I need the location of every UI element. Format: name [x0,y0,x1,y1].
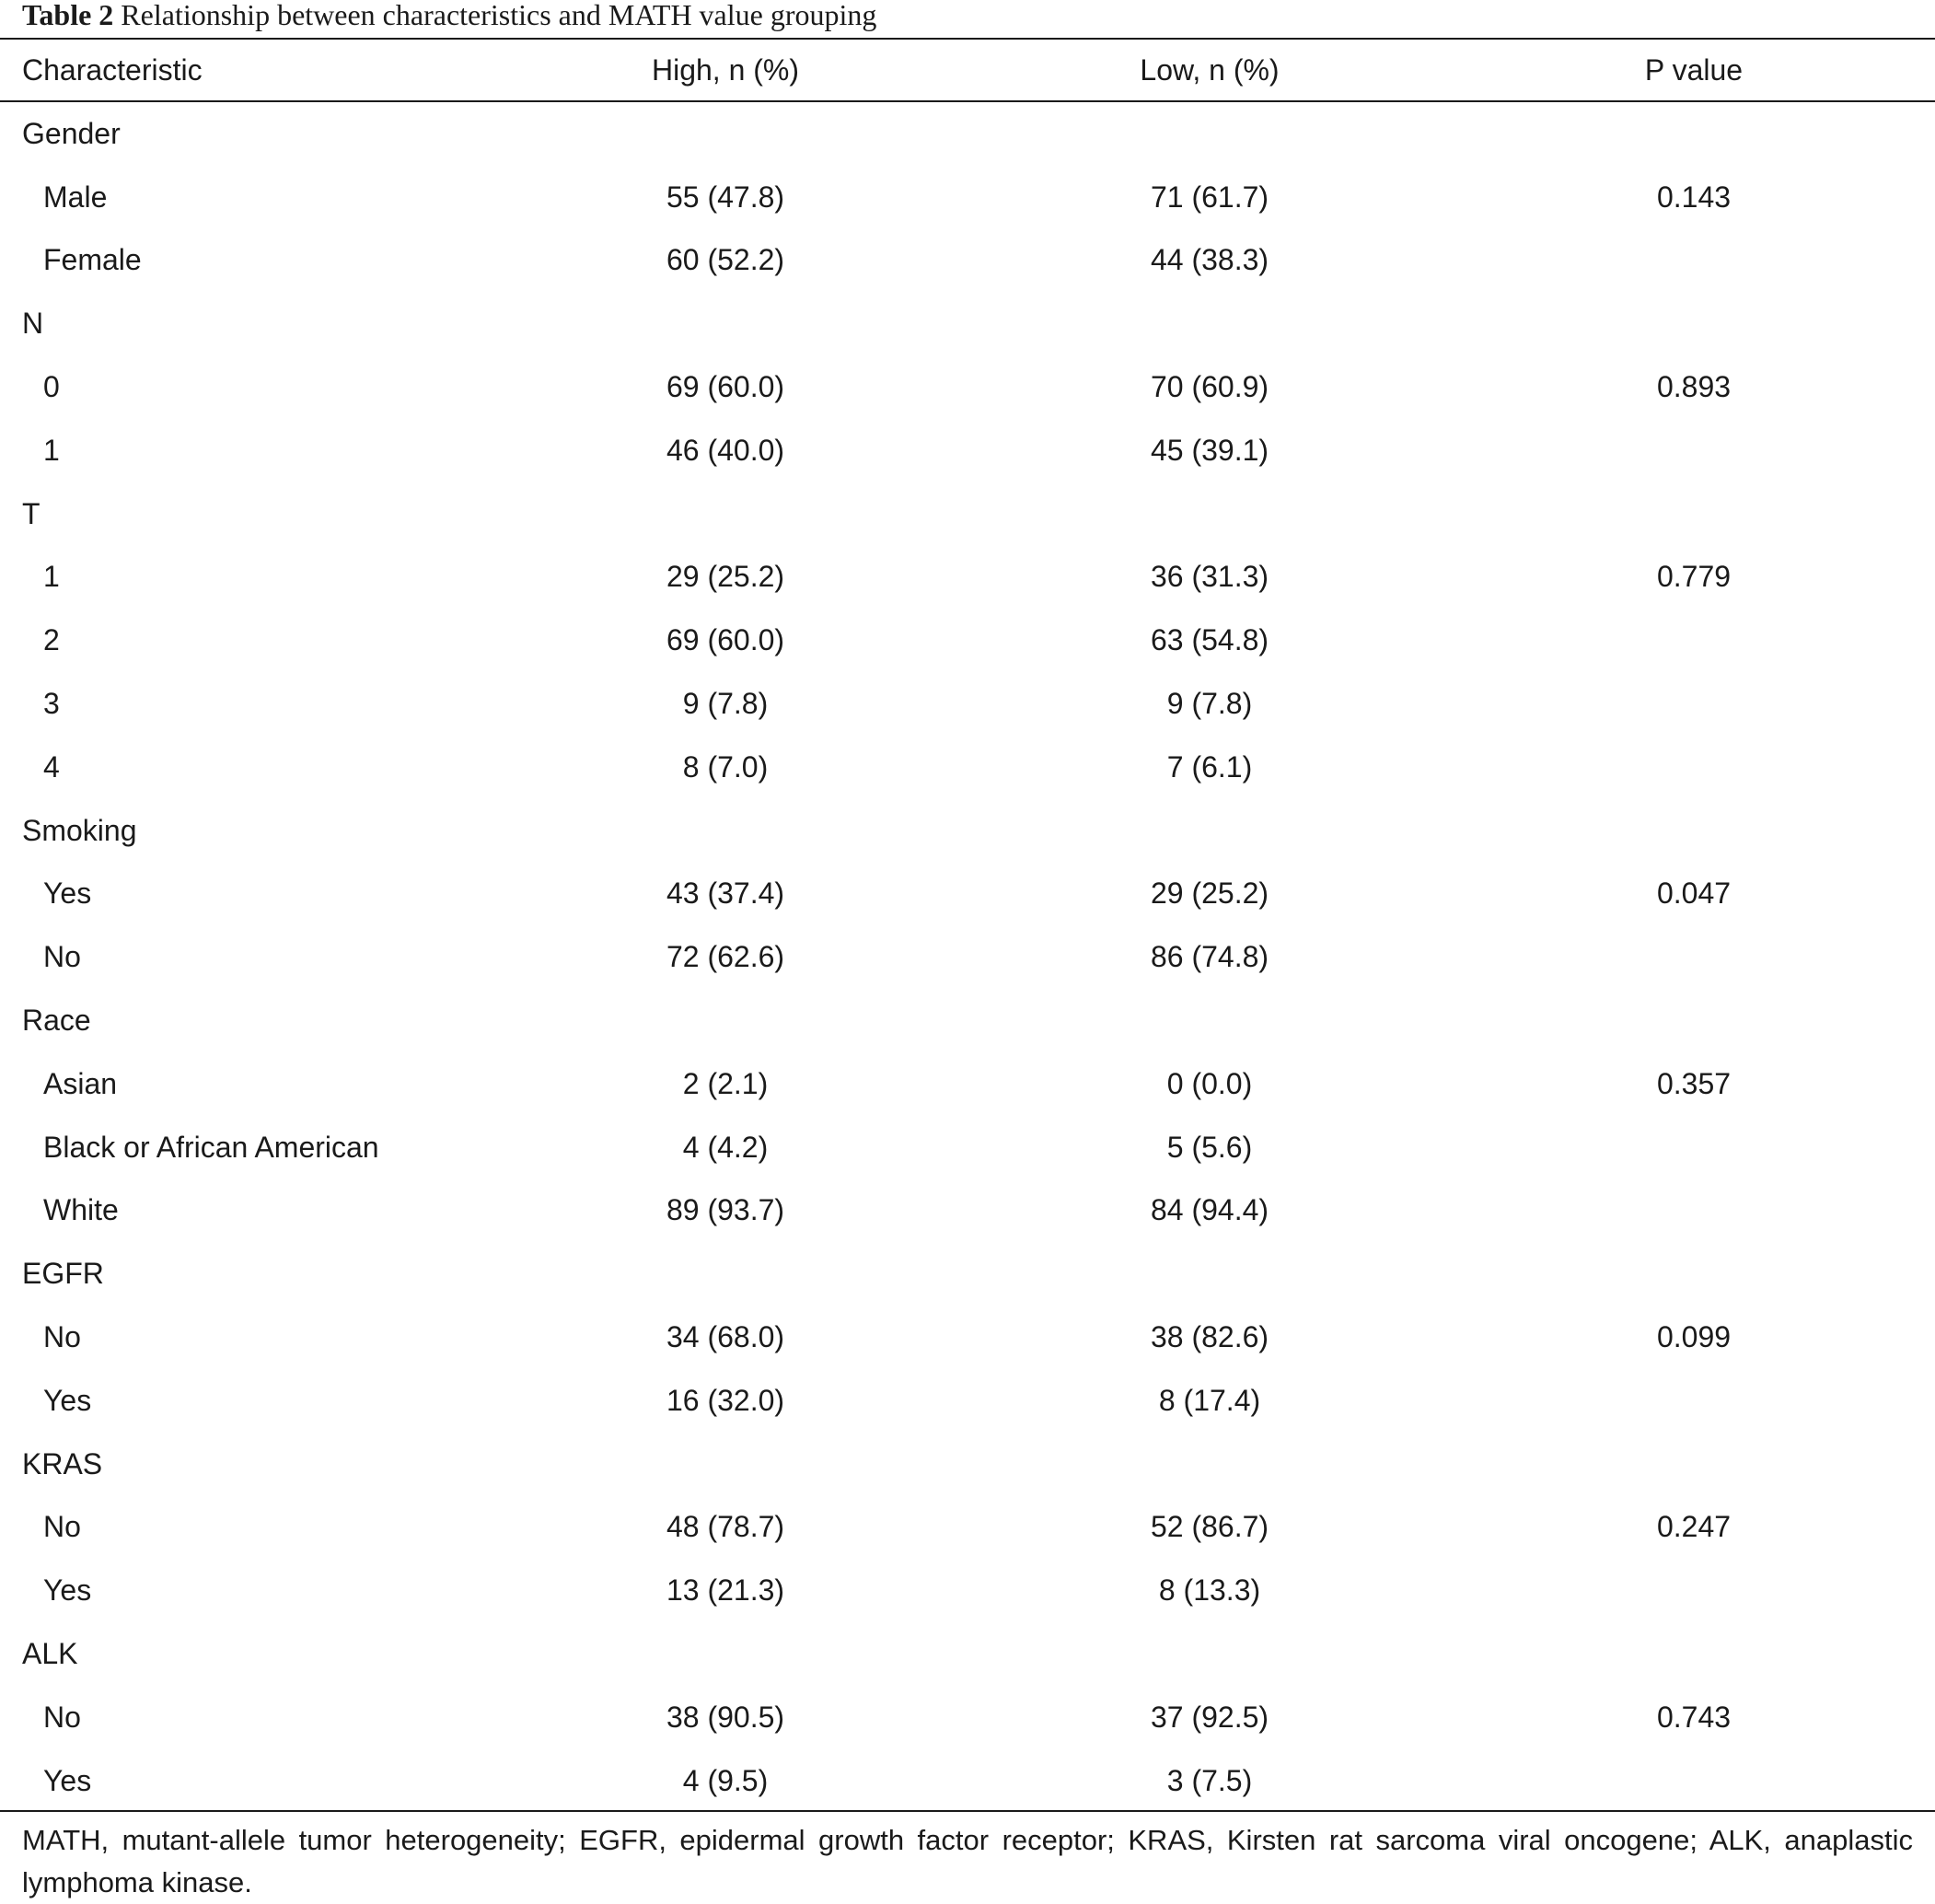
table-row [0,1496,1935,1560]
table-row [0,546,1935,610]
row-high: 60 (52.2) [666,243,785,277]
table-header-row [0,40,1935,100]
row-characteristic: Yes [43,877,92,911]
row-low [1025,1622,1394,1686]
row-high: 29 (25.2) [666,560,785,594]
row-high: 69 (60.0) [666,623,785,657]
row-high: 55 (47.8) [666,180,785,214]
row-p-value [1510,1559,1878,1622]
row-low [1025,292,1394,355]
row-high: 4 (9.5) [682,1763,769,1797]
row-characteristic: Race [22,1004,91,1038]
row-low: 37 (92.5) [1150,1700,1269,1734]
row-low [1025,799,1394,863]
row-p-value [1510,292,1878,355]
row-high: 4 (4.2) [682,1130,769,1164]
table-row [0,166,1935,229]
table-group-row [0,1433,1935,1496]
row-characteristic: 1 [43,433,60,467]
table-row [0,1116,1935,1179]
row-p-value [1510,1116,1878,1179]
table-row [0,419,1935,482]
row-high: 72 (62.6) [666,940,785,974]
table-group-row [0,482,1935,546]
row-p-value [1510,609,1878,672]
row-characteristic: KRAS [22,1446,103,1480]
row-p-value [1510,1622,1878,1686]
row-low [1025,1242,1394,1306]
row-high: 2 (2.1) [682,1066,769,1100]
data-table [0,40,1935,1797]
table-caption [22,0,876,35]
row-p-value [1510,1179,1878,1243]
row-p-value: 0.357 [1656,1066,1732,1100]
row-p-value [1510,102,1878,166]
row-characteristic: N [22,307,44,341]
row-high: 34 (68.0) [666,1320,785,1354]
row-high: 13 (21.3) [666,1573,785,1608]
row-characteristic: Yes [43,1383,92,1417]
row-low: 0 (0.0) [1166,1066,1253,1100]
table-row [0,229,1935,293]
row-high: 16 (32.0) [666,1383,785,1417]
row-p-value [1510,799,1878,863]
row-high: 46 (40.0) [666,433,785,467]
row-low: 84 (94.4) [1150,1193,1269,1227]
row-low: 29 (25.2) [1150,877,1269,911]
row-characteristic: Asian [43,1066,118,1100]
row-characteristic: Black or African American [43,1130,379,1164]
table-row [0,736,1935,799]
table-row [0,1179,1935,1243]
row-characteristic: 1 [43,560,60,594]
row-high: 89 (93.7) [666,1193,785,1227]
row-high: 38 (90.5) [666,1700,785,1734]
row-characteristic: 4 [43,749,60,784]
row-p-value: 0.047 [1656,877,1732,911]
table-row [0,355,1935,419]
table-group-row [0,989,1935,1052]
row-high [541,799,910,863]
row-high: 69 (60.0) [666,370,785,404]
header-p-value: P value [1644,52,1744,87]
row-low: 9 (7.8) [1166,687,1253,721]
table-group-row [0,102,1935,166]
table-row [0,1369,1935,1433]
row-p-value [1510,1242,1878,1306]
table-row [0,1559,1935,1622]
row-p-value [1510,1369,1878,1433]
row-characteristic: 3 [43,687,60,721]
row-characteristic: No [43,1700,81,1734]
row-low: 44 (38.3) [1150,243,1269,277]
row-characteristic: Smoking [22,813,137,847]
row-low: 3 (7.5) [1166,1763,1253,1797]
row-p-value [1510,736,1878,799]
row-high: 9 (7.8) [682,687,769,721]
row-low: 63 (54.8) [1150,623,1269,657]
row-low: 52 (86.7) [1150,1510,1269,1544]
row-low [1025,1433,1394,1496]
row-low: 8 (13.3) [1158,1573,1261,1608]
row-high: 43 (37.4) [666,877,785,911]
row-characteristic: No [43,940,81,974]
table-row [0,863,1935,926]
header-high: High, n (%) [651,52,800,87]
row-characteristic: No [43,1510,81,1544]
row-high [541,102,910,166]
table-bottom-rule [0,1810,1935,1812]
row-low: 70 (60.9) [1150,370,1269,404]
row-high: 8 (7.0) [682,749,769,784]
row-low: 7 (6.1) [1166,749,1253,784]
table-row [0,1749,1935,1813]
table-row [0,672,1935,736]
row-low: 5 (5.6) [1166,1130,1253,1164]
row-high [541,1242,910,1306]
row-characteristic: T [22,496,41,530]
table-footnote: MATH, mutant-allele tumor heterogeneity; EGFR, epidermal growth factor receptor; KRAS, Kirsten rat sarcoma viral oncogene; ALK, anaplastic lymphoma kinase. [22,1824,1913,1898]
row-p-value [1510,482,1878,546]
row-characteristic: White [43,1193,119,1227]
table-row [0,1306,1935,1369]
row-low [1025,482,1394,546]
row-characteristic: No [43,1320,81,1354]
row-p-value [1510,925,1878,989]
row-high [541,482,910,546]
row-low: 71 (61.7) [1150,180,1269,214]
row-characteristic: Gender [22,116,121,150]
row-characteristic: EGFR [22,1257,104,1291]
table-row [0,609,1935,672]
row-p-value: 0.143 [1656,180,1732,214]
row-high [541,1622,910,1686]
table-group-row [0,799,1935,863]
row-characteristic: Male [43,180,108,214]
header-low: Low, n (%) [1140,52,1280,87]
table-row [0,1686,1935,1749]
row-characteristic: Female [43,243,142,277]
row-characteristic: 0 [43,370,60,404]
row-p-value [1510,1749,1878,1813]
row-p-value: 0.743 [1656,1700,1732,1734]
row-characteristic: ALK [22,1637,78,1671]
row-low: 38 (82.6) [1150,1320,1269,1354]
row-high [541,292,910,355]
row-p-value: 0.779 [1656,560,1732,594]
table-body [0,102,1935,1813]
table-group-row [0,292,1935,355]
row-p-value [1510,989,1878,1052]
row-characteristic: Yes [43,1573,92,1608]
row-low: 45 (39.1) [1150,433,1269,467]
table-row [0,1052,1935,1116]
row-p-value: 0.247 [1656,1510,1732,1544]
table-row [0,925,1935,989]
row-high [541,989,910,1052]
row-p-value: 0.893 [1656,370,1732,404]
row-low: 36 (31.3) [1150,560,1269,594]
row-low: 86 (74.8) [1150,940,1269,974]
row-low [1025,989,1394,1052]
table-caption-text: Relationship between characteristics and MATH value grouping [121,0,877,31]
table-group-row [0,1242,1935,1306]
row-p-value [1510,1433,1878,1496]
row-p-value [1510,419,1878,482]
row-characteristic: Yes [43,1763,92,1797]
row-high [541,1433,910,1496]
row-p-value: 0.099 [1656,1320,1732,1354]
row-low: 8 (17.4) [1158,1383,1261,1417]
row-p-value [1510,672,1878,736]
row-characteristic: 2 [43,623,60,657]
row-high: 48 (78.7) [666,1510,785,1544]
table-caption-label: Table 2 [22,0,114,31]
table-group-row [0,1622,1935,1686]
row-low [1025,102,1394,166]
row-p-value [1510,229,1878,293]
header-characteristic: Characteristic [22,52,203,87]
